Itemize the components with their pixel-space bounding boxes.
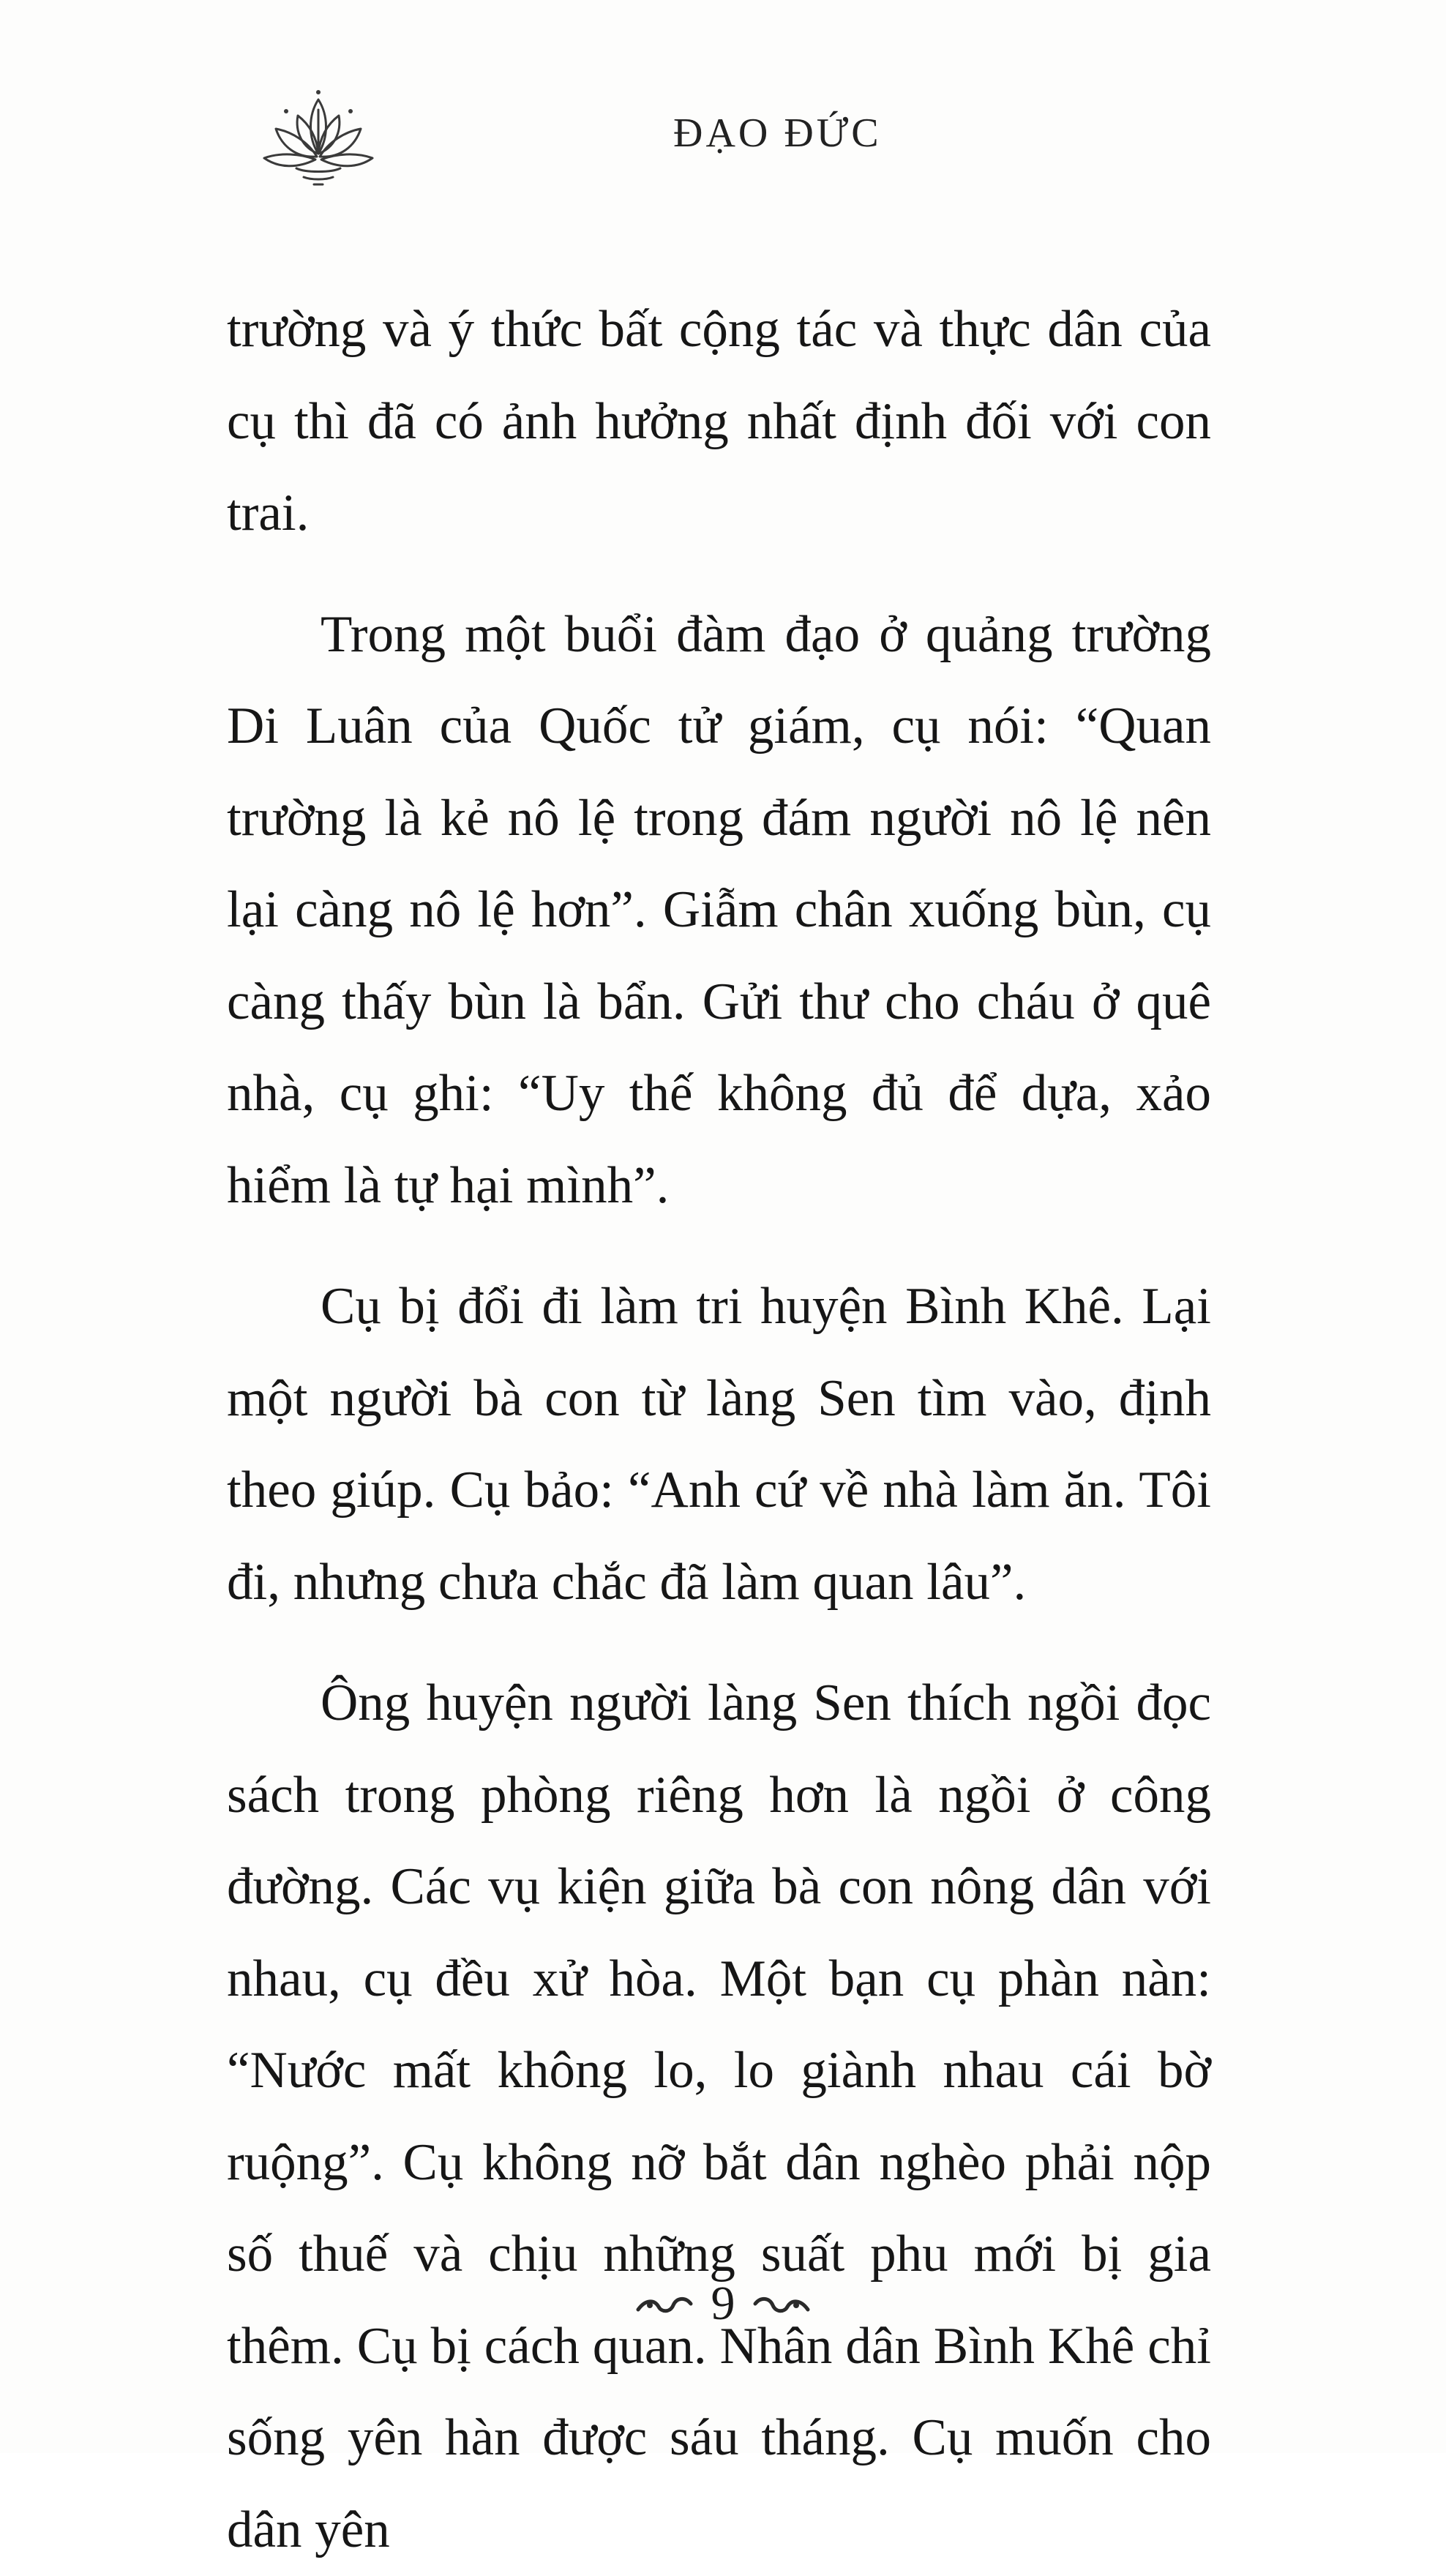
page-number: 9 (711, 2277, 735, 2330)
paragraph: Cụ bị đổi đi làm tri huyện Bình Khê. Lại một người bà con từ làng Sen tìm vào, định theo giúp. Cụ bảo: “Anh cứ về nhà làm ăn. Tôi đi, nhưng chưa chắc đã làm quan lâu”. (227, 1278, 1211, 1611)
swirl-right-icon (752, 2289, 811, 2318)
paragraph: Trong một buổi đàm đạo ở quảng trường Di Luân của Quốc tử giám, cụ nói: “Quan trường là kẻ nô lệ trong đám người nô lệ nên lại càng nô lệ hơn”. Giẫm chân xuống bùn, cụ càng thấy bùn là bẩn. Gửi thư cho cháu ở quê nhà, cụ ghi: “Uy thế không đủ để dựa, xảo hiểm là tự hại mình”. (227, 605, 1211, 1214)
swirl-left-icon (635, 2289, 694, 2318)
lotus-icon (260, 86, 377, 196)
running-title: ĐẠO ĐỨC (673, 111, 882, 156)
body-text (227, 284, 1211, 2576)
page-number-footer (0, 2276, 1446, 2332)
paragraph: Ông huyện người làng Sen thích ngồi đọc sách trong phòng riêng hơn là ngồi ở công đường. Các vụ kiện giữa bà con nông dân với nhau, cụ đều xử hòa. Một bạn cụ phàn nàn: “Nước mất không lo, lo giành nhau cái bờ ruộng”. Cụ không nỡ bắt dân nghèo phải nộp số thuế và chịu những suất phu mới bị gia thêm. Cụ bị cách quan. Nhân dân Bình Khê chỉ sống yên hàn được sáu tháng. Cụ muốn cho dân yên (227, 1674, 1211, 2558)
paragraph: trường và ý thức bất cộng tác và thực dân của cụ thì đã có ảnh hưởng nhất định đối với con trai. (227, 301, 1211, 542)
